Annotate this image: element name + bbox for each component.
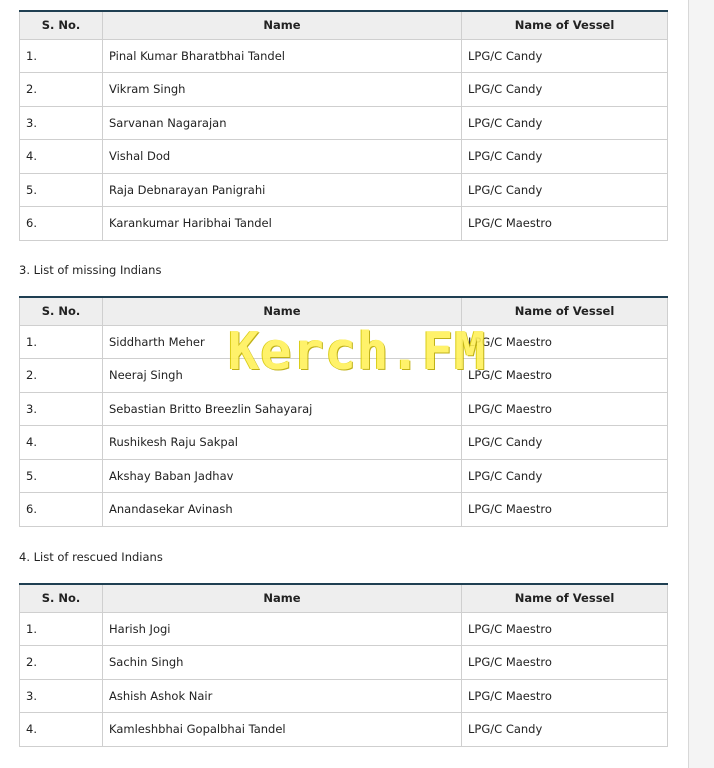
cell-vessel: LPG/C Maestro: [462, 646, 668, 680]
cell-vessel: LPG/C Maestro: [462, 612, 668, 646]
cell-sno: 1.: [20, 612, 103, 646]
cell-sno: 5.: [20, 459, 103, 493]
header-name: Name: [103, 297, 462, 325]
cell-vessel: LPG/C Maestro: [462, 679, 668, 713]
cell-vessel: LPG/C Candy: [462, 73, 668, 107]
cell-sno: 2.: [20, 646, 103, 680]
header-sno: S. No.: [20, 584, 103, 612]
table-row: [20, 493, 668, 527]
table-row: [20, 392, 668, 426]
cell-sno: 4.: [20, 140, 103, 174]
cell-vessel: LPG/C Maestro: [462, 207, 668, 241]
cell-name: Sachin Singh: [103, 646, 462, 680]
cell-name: Pinal Kumar Bharatbhai Tandel: [103, 39, 462, 73]
cell-vessel: LPG/C Candy: [462, 173, 668, 207]
section-title-missing: 3. List of missing Indians: [19, 263, 162, 277]
table-row: [20, 646, 668, 680]
cell-vessel: LPG/C Maestro: [462, 392, 668, 426]
table-header-row: [20, 11, 668, 39]
cell-vessel: LPG/C Candy: [462, 713, 668, 747]
table-row: [20, 459, 668, 493]
cell-name: Vishal Dod: [103, 140, 462, 174]
cell-vessel: LPG/C Candy: [462, 459, 668, 493]
cell-sno: 5.: [20, 173, 103, 207]
header-vessel: Name of Vessel: [462, 11, 668, 39]
cell-name: Rushikesh Raju Sakpal: [103, 426, 462, 460]
cell-sno: 3.: [20, 679, 103, 713]
cell-vessel: LPG/C Candy: [462, 39, 668, 73]
cell-name: Raja Debnarayan Panigrahi: [103, 173, 462, 207]
cell-vessel: LPG/C Maestro: [462, 325, 668, 359]
header-name: Name: [103, 584, 462, 612]
table-row: [20, 39, 668, 73]
cell-name: Sarvanan Nagarajan: [103, 106, 462, 140]
table-row: [20, 713, 668, 747]
table-row: [20, 207, 668, 241]
cell-sno: 6.: [20, 207, 103, 241]
cell-sno: 1.: [20, 325, 103, 359]
cell-name: Siddharth Meher: [103, 325, 462, 359]
cell-sno: 1.: [20, 39, 103, 73]
cell-vessel: LPG/C Maestro: [462, 359, 668, 393]
table-header-row: [20, 297, 668, 325]
cell-vessel: LPG/C Candy: [462, 140, 668, 174]
cell-sno: 4.: [20, 426, 103, 460]
watermark-text: Kerch.FM: [228, 322, 487, 382]
table-row: [20, 106, 668, 140]
crew-table-1: [19, 10, 668, 241]
cell-name: Sebastian Britto Breezlin Sahayaraj: [103, 392, 462, 426]
table-header-row: [20, 584, 668, 612]
table-row: [20, 73, 668, 107]
cell-sno: 4.: [20, 713, 103, 747]
cell-sno: 3.: [20, 106, 103, 140]
cell-name: Karankumar Haribhai Tandel: [103, 207, 462, 241]
cell-sno: 3.: [20, 392, 103, 426]
cell-vessel: LPG/C Maestro: [462, 493, 668, 527]
header-vessel: Name of Vessel: [462, 584, 668, 612]
table-row: [20, 679, 668, 713]
cell-name: Neeraj Singh: [103, 359, 462, 393]
cell-name: Vikram Singh: [103, 73, 462, 107]
rescued-indians-table: [19, 583, 668, 747]
cell-sno: 2.: [20, 359, 103, 393]
cell-name: Kamleshbhai Gopalbhai Tandel: [103, 713, 462, 747]
cell-vessel: LPG/C Candy: [462, 106, 668, 140]
header-name: Name: [103, 11, 462, 39]
cell-name: Ashish Ashok Nair: [103, 679, 462, 713]
table-row: [20, 173, 668, 207]
cell-sno: 6.: [20, 493, 103, 527]
cell-vessel: LPG/C Candy: [462, 426, 668, 460]
section-title-rescued: 4. List of rescued Indians: [19, 550, 163, 564]
cell-name: Harish Jogi: [103, 612, 462, 646]
table-row: [20, 426, 668, 460]
table-row: [20, 612, 668, 646]
cell-sno: 2.: [20, 73, 103, 107]
header-sno: S. No.: [20, 11, 103, 39]
header-sno: S. No.: [20, 297, 103, 325]
cell-name: Akshay Baban Jadhav: [103, 459, 462, 493]
table-row: [20, 140, 668, 174]
cell-name: Anandasekar Avinash: [103, 493, 462, 527]
header-vessel: Name of Vessel: [462, 297, 668, 325]
page-gutter: [688, 0, 714, 768]
